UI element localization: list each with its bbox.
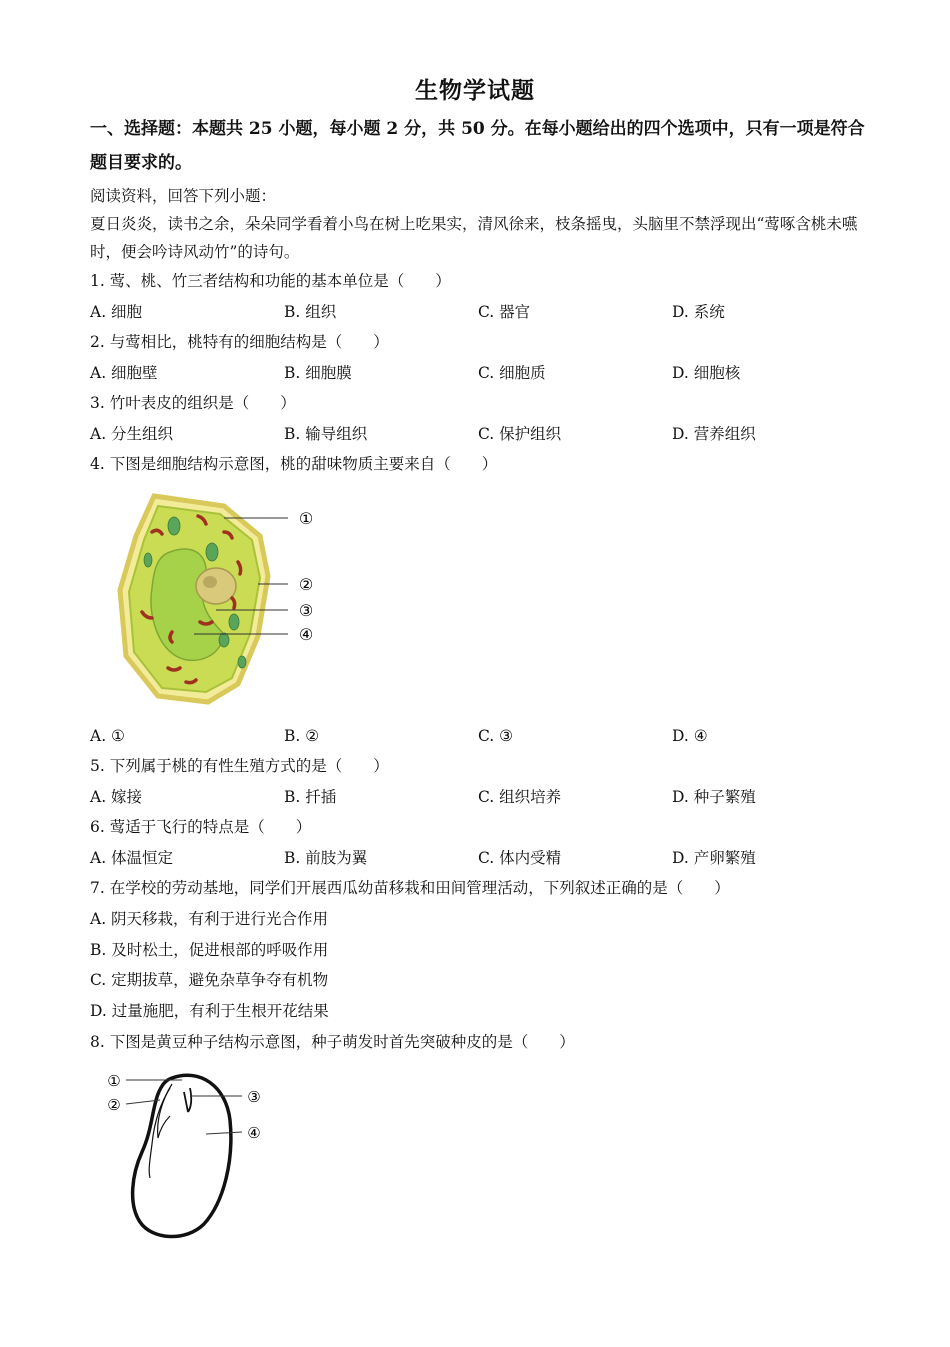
question-3-stem: 3. 竹叶表皮的组织是（ ） [90, 394, 296, 412]
option-b: B. ② [284, 727, 320, 745]
option-b: B. 前肢为翼 [284, 849, 368, 867]
option-c: C. ③ [478, 727, 514, 745]
question-2-stem: 2. 与莺相比，桃特有的细胞结构是（ ） [90, 333, 389, 351]
question-1-stem: 1. 莺、桃、竹三者结构和功能的基本单位是（ ） [90, 272, 451, 290]
option-b: B. 细胞膜 [284, 364, 352, 382]
option-a: A. 细胞壁 [90, 364, 158, 382]
cell-label-1: ① [298, 509, 314, 528]
question-7-option-c: C. 定期拔草，避免杂草争夺有机物 [90, 971, 329, 989]
question-6-stem: 6. 莺适于飞行的特点是（ ） [90, 818, 312, 836]
option-c: C. 组织培养 [478, 788, 562, 806]
option-b: B. 扦插 [284, 788, 337, 806]
nucleolus [203, 576, 217, 588]
seed-label-1: ① [107, 1072, 121, 1090]
option-c: C. 体内受精 [478, 849, 562, 867]
option-a: A. ① [90, 727, 125, 745]
seed-label-2: ② [107, 1096, 121, 1114]
option-c: C. 细胞质 [478, 364, 546, 382]
option-b: B. 组织 [284, 303, 337, 321]
question-8-stem: 8. 下图是黄豆种子结构示意图，种子萌发时首先突破种皮的是（ ） [90, 1033, 575, 1051]
question-1-options [90, 298, 870, 326]
question-7-stem: 7. 在学校的劳动基地，同学们开展西瓜幼苗移栽和田间管理活动，下列叙述正确的是（ ） [90, 879, 730, 897]
seed-label-4: ④ [247, 1124, 261, 1142]
question-6-options [90, 844, 870, 872]
question-5-options [90, 783, 870, 811]
reading-text: 夏日炎炎，读书之余，朵朵同学看着小鸟在树上吃果实，清风徐来，枝条摇曳，头脑里不禁浮现出“莺啄含桃未嚥时，便会吟诗风动竹”的诗句。 [90, 215, 858, 261]
option-b: B. 输导组织 [284, 425, 368, 443]
reading-intro: 阅读资料，回答下列小题： [90, 187, 277, 205]
option-a: A. 嫁接 [90, 788, 143, 806]
question-3-options [90, 420, 870, 448]
seed-label-3: ③ [247, 1088, 261, 1106]
option-c: C. 器官 [478, 303, 531, 321]
question-4-stem: 4. 下图是细胞结构示意图，桃的甜味物质主要来自（ ） [90, 455, 498, 473]
section-heading: 一、选择题：本题共 25 小题，每小题 2 分，共 50 分。在每小题给出的四个选项中，只有一项是符合题目要求的。 [90, 119, 865, 173]
question-7-option-a: A. 阴天移栽，有利于进行光合作用 [90, 910, 329, 928]
option-d: D. 产卵繁殖 [672, 849, 756, 867]
option-d: D. 营养组织 [672, 425, 756, 443]
cell-label-2: ② [298, 575, 314, 594]
cell-label-3: ③ [298, 601, 314, 620]
option-a: A. 细胞 [90, 303, 143, 321]
option-d: D. 种子繁殖 [672, 788, 756, 806]
question-4-options [90, 722, 870, 750]
option-c: C. 保护组织 [478, 425, 562, 443]
option-d: D. 系统 [672, 303, 725, 321]
page-title: 生物学试题 [415, 77, 535, 104]
seed-coat [133, 1075, 231, 1236]
option-d: D. 细胞核 [672, 364, 741, 382]
question-7-option-d: D. 过量施肥，有利于生根开花结果 [90, 1002, 329, 1020]
cell-label-4: ④ [298, 625, 314, 644]
nucleus [196, 568, 236, 604]
question-5-stem: 5. 下列属于桃的有性生殖方式的是（ ） [90, 757, 389, 775]
option-a: A. 分生组织 [90, 425, 174, 443]
option-d: D. ④ [672, 727, 708, 745]
question-7-option-b: B. 及时松土，促进根部的呼吸作用 [90, 941, 329, 959]
plant-cell-figure [112, 492, 327, 707]
bean-seed-figure [100, 1064, 275, 1244]
question-2-options [90, 359, 870, 387]
option-a: A. 体温恒定 [90, 849, 174, 867]
cell-labels [299, 509, 313, 644]
